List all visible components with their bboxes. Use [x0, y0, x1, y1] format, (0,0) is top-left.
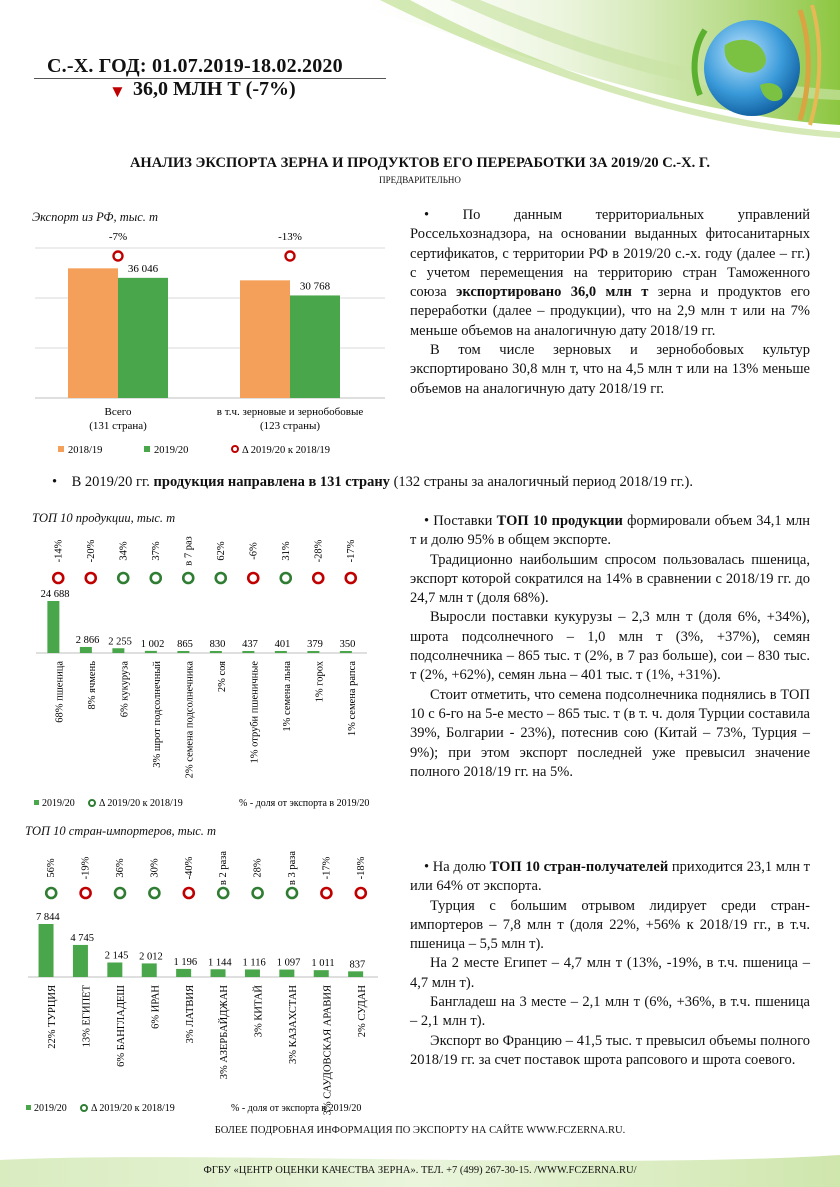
sunflower-text: Стоит отметить, что семена подсолнечника поднялись в ТОП 10 с 6-го на 5-е место – 865 тыс. т (в т. ч. доля Турции составила 39%, Болгарии - 23%), потеснив сою (Китай – 73%, Турция – 9%); при этом экспорт последней уже превысил значение полного 2018/19 гг. на 5%.	[410, 686, 810, 780]
category-label: 3% шрот подсолнечный	[151, 661, 163, 768]
france-text: Экспорт во Францию – 41,5 тыс. т превысил объемы полного 2018/19 гг. за счет поставок шрота рапсового и шрота соевого.	[410, 1032, 810, 1068]
legend-label: 2018/19	[68, 445, 103, 456]
delta-marker	[253, 888, 263, 898]
category-label: 3% КАЗАХСТАН	[288, 985, 299, 1065]
bar-value-label: 830	[209, 639, 226, 650]
bullet-icon: •	[424, 513, 430, 529]
turkey-text: Турция с большим отрывом лидирует среди стран-импортеров – 7,8 млн т (доля 22%, +56% к 2018/19 гг., в т.ч. пшеница – 5,5 млн т).	[410, 897, 810, 953]
products-b: формировали объем 34,1 млн т и долю 95% в общем экспорте.	[410, 513, 810, 549]
bar-value-label: 24 688	[40, 589, 70, 600]
delta-marker	[218, 888, 228, 898]
legend-label: Δ 2019/20 к 2018/19	[99, 798, 183, 809]
season-period: С.-Х. ГОД: 01.07.2019-18.02.2020	[47, 55, 343, 77]
delta-label: -7%	[108, 231, 128, 243]
more-info-link[interactable]: БОЛЕЕ ПОДРОБНАЯ ИНФОРМАЦИЯ ПО ЭКСПОРТУ НА САЙТЕ WWW.FCZERNA.RU.	[214, 1125, 626, 1136]
bar-value-label: 1 196	[173, 956, 198, 968]
bar-2018-19	[240, 280, 290, 398]
delta-marker	[356, 888, 366, 898]
product-bar	[314, 970, 329, 977]
countries-bold: продукция направлена в 131 страну	[153, 474, 390, 490]
category-label: 13% ЕГИПЕТ	[81, 985, 93, 1048]
delta-label: 28%	[252, 858, 264, 878]
delta-label: -17%	[345, 539, 357, 563]
product-bar	[210, 651, 222, 653]
delta-label: 62%	[215, 541, 227, 561]
wheat-text: Традиционно наибольшим спросом пользовалась пшеница, экспорт которой сократился на 14% в сравнении с 2018/19 гг. до 24,7 млн т (доля 68%).	[410, 551, 810, 607]
bar-2018-19	[68, 268, 118, 398]
legend-swatch-2019-20	[144, 446, 150, 452]
delta-marker	[86, 573, 96, 583]
delta-label: -28%	[313, 539, 325, 563]
legend-label: Δ 2019/20 к 2018/19	[91, 1103, 175, 1114]
product-bar	[307, 651, 319, 653]
bar-value-label: 30 768	[299, 280, 331, 293]
category-label: 3% САУДОВСКАЯ АРАВИЯ	[322, 985, 334, 1116]
delta-marker	[216, 573, 226, 583]
legend-label: 2019/20	[34, 1103, 67, 1114]
top10-products-chart	[30, 527, 400, 812]
category-label: 1% семена рапса	[346, 661, 358, 737]
product-bar	[73, 945, 88, 977]
delta-label: -13%	[278, 231, 302, 243]
delta-label: -18%	[355, 856, 367, 880]
products-bold: ТОП 10 продукции	[496, 513, 623, 529]
bullet-icon: •	[424, 207, 430, 223]
legend-delta-marker	[232, 446, 238, 452]
legend-label: 2019/20	[154, 445, 189, 456]
delta-label: -40%	[183, 856, 195, 880]
delta-label: в 2 раза	[218, 850, 230, 886]
category-label: 3% АЗЕРБАЙДЖАН	[219, 985, 231, 1080]
category-label: 3% ЛАТВИЯ	[184, 985, 196, 1044]
chart3-title: ТОП 10 стран-импортеров, тыс. т	[25, 824, 217, 838]
bar-value-label: 865	[177, 639, 193, 650]
category-label: 2% соя	[216, 661, 228, 693]
delta-label: -17%	[321, 856, 333, 880]
bar-2019-20	[118, 278, 168, 398]
product-bar	[80, 647, 92, 653]
bar-value-label: 2 012	[139, 951, 163, 963]
category-label: 3% КИТАЙ	[253, 985, 265, 1038]
bar-value-label: 1 002	[140, 638, 165, 650]
legend-swatch-2018-19	[58, 446, 64, 452]
category-label: Всего	[104, 406, 132, 418]
delta-marker	[151, 573, 161, 583]
product-bar	[176, 969, 191, 977]
product-bar	[107, 963, 122, 977]
intro-text	[410, 206, 810, 399]
bullet-icon: •	[52, 474, 58, 490]
delta-label: 37%	[150, 541, 162, 561]
category-label: (123 страны)	[259, 420, 321, 432]
legend-label: % - доля от экспорта в 2019/20	[231, 1103, 362, 1114]
bar-value-label: 437	[242, 639, 258, 650]
delta-label: 31%	[280, 541, 292, 561]
bar-value-label: 1 144	[207, 957, 232, 969]
category-label: 6% кукуруза	[119, 661, 131, 718]
product-bar	[340, 651, 352, 653]
bar-value-label: 401	[274, 639, 291, 650]
delta-marker	[286, 252, 295, 261]
legend-delta-marker	[81, 1105, 87, 1111]
category-label: 2% семена подсолнечника	[184, 661, 196, 779]
category-label: (131 страна)	[89, 420, 147, 432]
legend-swatch-2019-20	[26, 1105, 31, 1110]
product-bar	[145, 651, 157, 653]
footer-org: ФГБУ «ЦЕНТР ОЦЕНКИ КАЧЕСТВА ЗЕРНА». ТЕЛ. +7 (499) 267-30-15. /WWW.FCZERNA.RU/	[203, 1165, 637, 1176]
category-label: 2% СУДАН	[356, 985, 368, 1038]
bar-2019-20	[290, 295, 340, 398]
delta-label: в 7 раз	[183, 536, 195, 566]
delta-marker	[183, 573, 193, 583]
countries-text	[410, 858, 810, 1070]
category-label: в т.ч. зерновые и зернобобовые	[216, 406, 364, 418]
delta-label: 34%	[118, 541, 130, 561]
top-countries-bold: ТОП 10 стран-получателей	[489, 859, 669, 875]
down-arrow-icon: ▼	[109, 82, 126, 101]
top10-countries-chart	[24, 840, 400, 1120]
product-bar	[348, 971, 363, 977]
delta-marker	[81, 888, 91, 898]
delta-marker	[46, 888, 56, 898]
bar-value-label: 4 745	[70, 932, 94, 944]
category-label: 1% горох	[314, 661, 326, 703]
delta-label: -14%	[53, 539, 65, 563]
legend-label: Δ 2019/20 к 2018/19	[242, 445, 330, 456]
growth-text: Выросли поставки кукурузы – 2,3 млн т (доля 6%, +34%), шрота подсолнечного – 1,0 млн т (3%, +37%), семян подсолнечника – 865 тыс. т (2%, в 7 раз больше), сои – 830 тыс. т (2%, +62%), семян льна – 401 тыс. т (1%, +31%).	[410, 609, 810, 684]
products-text	[410, 512, 810, 782]
bullet-icon: •	[424, 859, 430, 875]
chart2-title: ТОП 10 продукции, тыс. т	[32, 511, 176, 525]
intro-a: По данным территориальных управлений Россельхознадзора, на основании выданных фитосанитарных сертификатов, с территории РФ в 2019/20 с.-х. году (далее – гг.) с учетом перемещения на территорию стран Таможенного союза	[410, 207, 810, 301]
delta-marker	[115, 888, 125, 898]
delta-marker	[287, 888, 297, 898]
top-countries-a: На долю	[432, 859, 486, 875]
delta-marker	[346, 573, 356, 583]
category-label: 68% пшеница	[54, 661, 66, 723]
product-bar	[112, 648, 124, 653]
delta-marker	[149, 888, 159, 898]
top-countries-b: приходится 23,1 млн т или 64% от экспорта.	[410, 859, 811, 895]
category-label: 1% семена льна	[281, 661, 293, 732]
bar-value-label: 379	[307, 639, 323, 650]
product-bar	[275, 651, 287, 653]
delta-label: 56%	[46, 858, 58, 878]
bar-value-label: 1 011	[311, 958, 335, 970]
bar-value-label: 350	[339, 639, 356, 650]
product-bar	[142, 963, 157, 977]
delta-label: -20%	[85, 539, 97, 563]
product-bar	[211, 969, 226, 977]
product-bar	[279, 970, 294, 977]
product-bar	[177, 651, 189, 653]
egypt-text: На 2 месте Египет – 4,7 млн т (13%, -19%, в т.ч. пшеница – 4,7 млн т).	[410, 955, 810, 991]
category-label: 22% ТУРЦИЯ	[47, 985, 59, 1049]
total-export: 36,0 МЛН Т (-7%)	[133, 78, 296, 100]
delta-marker	[281, 573, 291, 583]
category-label: 6% ИРАН	[150, 985, 162, 1029]
product-bar	[245, 969, 260, 977]
delta-marker	[114, 252, 123, 261]
bar-value-label: 2 145	[104, 950, 129, 962]
bar-value-label: 2 866	[75, 634, 100, 646]
chart1-title: Экспорт из РФ, тыс. т	[32, 210, 159, 224]
bar-value-label: 7 844	[35, 912, 60, 923]
legend-delta-marker	[89, 800, 95, 806]
delta-marker	[321, 888, 331, 898]
countries-a: В 2019/20 гг.	[71, 474, 150, 490]
bar-value-label: 1 097	[276, 957, 301, 969]
legend-swatch-2019-20	[34, 800, 39, 805]
page-title: АНАЛИЗ ЭКСПОРТА ЗЕРНА И ПРОДУКТОВ ЕГО ПЕРЕРАБОТКИ ЗА 2019/20 С.-Х. Г.	[129, 155, 711, 171]
delta-marker	[184, 888, 194, 898]
delta-marker	[313, 573, 323, 583]
intro-b: зерна и продуктов его переработки (далее – продукции), что на 2,9 млн т или на 7% меньше объемов на аналогичную дату 2018/19 гг.	[410, 284, 811, 339]
intro-bold: экспортировано 36,0 млн т	[456, 284, 649, 301]
legend-label: 2019/20	[42, 798, 75, 809]
legend-label: % - доля от экспорта в 2019/20	[239, 798, 370, 809]
page-subtitle: ПРЕДВАРИТЕЛЬНО	[379, 175, 461, 185]
bar-value-label: 837	[349, 959, 366, 971]
countries-summary	[52, 474, 693, 491]
countries-b: (132 страны за аналогичный период 2018/19 гг.).	[393, 474, 693, 490]
delta-label: -19%	[80, 856, 92, 880]
delta-label: -6%	[248, 542, 260, 560]
bar-value-label: 1 116	[242, 957, 266, 969]
category-label: 1% отруби пшеничные	[249, 661, 261, 764]
delta-marker	[53, 573, 63, 583]
products-a: Поставки	[433, 513, 493, 529]
delta-label: 36%	[115, 858, 126, 878]
category-label: 8% ячмень	[86, 661, 98, 710]
product-bar	[39, 924, 54, 977]
delta-label: в 3 раза	[287, 850, 298, 886]
category-label: 6% БАНГЛАДЕШ	[116, 985, 127, 1067]
grain-text: В том числе зерновых и зернобобовых культур экспортировано 30,8 млн т, что на 4,5 млн т или на 13% меньше объемов на аналогичную дату 2018/19 гг.	[410, 342, 810, 397]
bangladesh-text: Бангладеш на 3 месте – 2,1 млн т (6%, +36%, в т.ч. пшеница – 2,1 млн т).	[410, 994, 810, 1030]
product-bar	[47, 601, 59, 653]
delta-label: 30%	[149, 858, 161, 878]
bar-value-label: 2 255	[108, 636, 132, 648]
bar-value-label: 36 046	[127, 262, 159, 275]
delta-marker	[248, 573, 258, 583]
export-chart	[30, 225, 400, 460]
product-bar	[242, 651, 254, 653]
delta-marker	[118, 573, 128, 583]
